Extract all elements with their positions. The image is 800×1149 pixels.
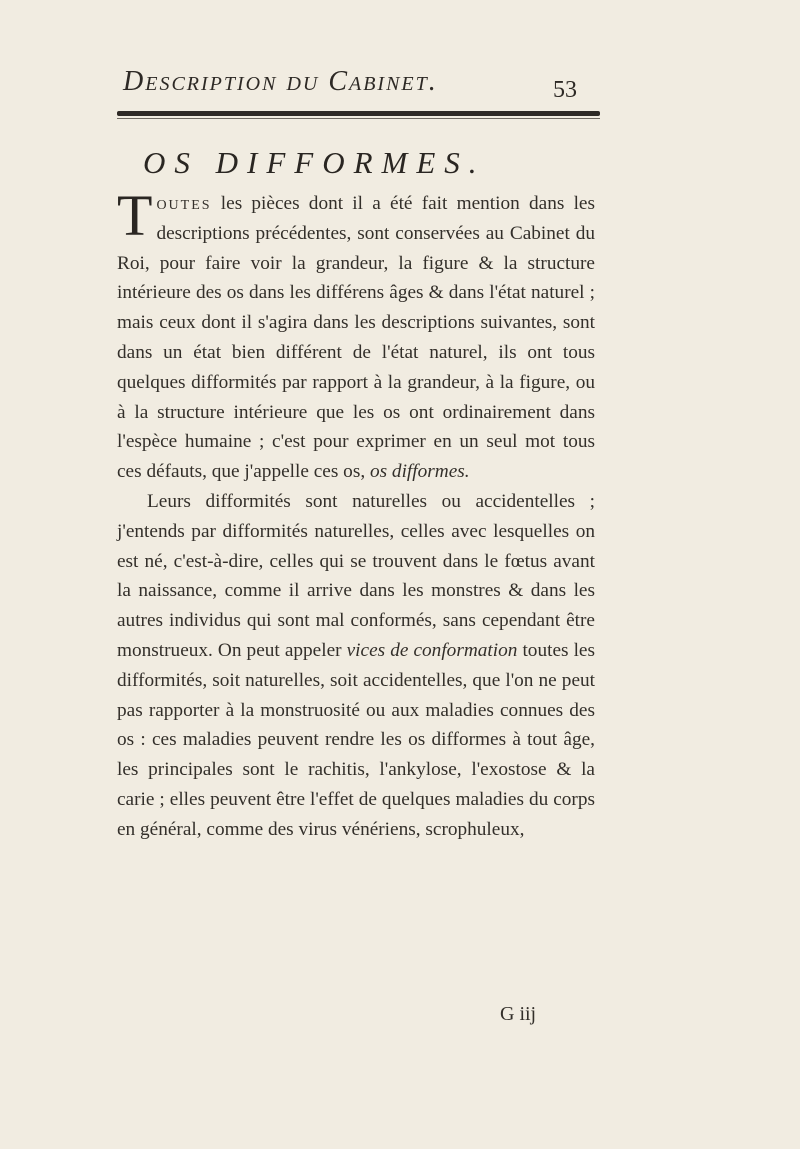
page-number: 53 bbox=[553, 77, 577, 103]
section-title: OS DIFFORMES. bbox=[143, 145, 486, 180]
header-rule bbox=[117, 111, 600, 116]
paragraph-1-text: les pièces dont il a été fait mention dans les descriptions précédentes, sont conservées au Cabinet du Roi, pour faire voir la grandeur, la figure & la structure intérieure des os dans les différens âges & dans l'état naturel ; mais ceux dont il s'agira dans les descriptions suivantes, sont dans un état bien différent de l'état naturel, ils ont tous quelques difformités par rapport à la grandeur, à la figure, ou à la structure intérieure que les os ont ordinairement dans l'espèce humaine ; c'est pour exprimer en un seul mot tous ces défauts, que j'appelle ces os, bbox=[117, 193, 595, 483]
paragraph-2-italic: vices de conformation bbox=[346, 639, 518, 661]
paragraph-2 bbox=[117, 487, 595, 845]
body-text bbox=[117, 183, 595, 845]
paragraph-2-text-a: Leurs difformités sont naturelles ou accidentelles ; j'entends par difformités naturelles, celles avec lesquelles on est né, c'est-à-dire, celles qui se trouvent dans le fœtus avant la naissance, comme il arrive dans les monstres & dans les autres individus qui sont mal conformés, sans cependant être monstrueux. On peut appeler bbox=[117, 490, 595, 661]
running-title: Description du Cabinet. bbox=[123, 66, 438, 97]
paragraph-1-italic: os difformes. bbox=[369, 461, 470, 483]
drop-cap: T bbox=[117, 183, 153, 248]
paragraph-1 bbox=[117, 183, 595, 487]
header-rule-thin bbox=[117, 118, 600, 119]
running-header bbox=[123, 66, 573, 98]
first-word: outes bbox=[156, 193, 212, 214]
signature-mark: G iij bbox=[500, 1003, 537, 1025]
paragraph-2-text-b: toutes les difformités, soit naturelles, soit accidentelles, que l'on ne peut pas rapporter à la monstruosité ou aux maladies connues des os : ces maladies peuvent rendre les os difformes à tout âge, les principales sont le rachitis, l'ankylose, l'exostose & la carie ; elles peuvent être l'effet de quelques maladies du corps en général, comme des virus vénériens, scrophuleux, bbox=[117, 639, 595, 840]
